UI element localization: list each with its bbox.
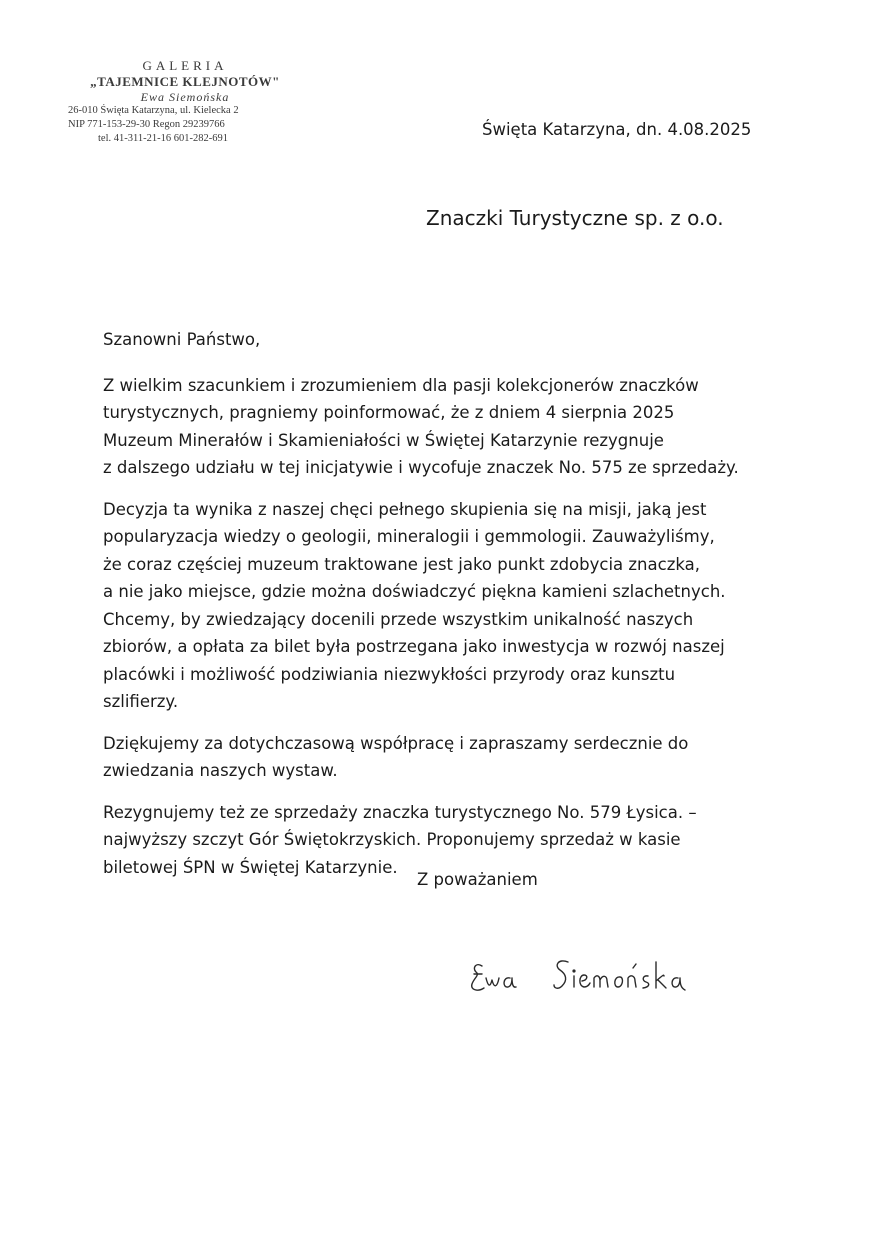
paragraph-line: zwiedzania naszych wystaw. bbox=[103, 761, 338, 780]
paragraph-2 bbox=[103, 496, 783, 716]
paragraph-line: turystycznych, pragniemy poinformować, że z dniem 4 sierpnia 2025 bbox=[103, 403, 675, 422]
paragraph-line: że coraz częściej muzeum traktowane jest jako punkt zdobycia znaczka, bbox=[103, 554, 700, 574]
stamp-phones: tel. 41-311-21-16 601-282-691 bbox=[98, 133, 228, 144]
paragraph-line: Chcemy, by zwiedzający docenili przede wszystkim unikalność naszych bbox=[103, 609, 694, 629]
letter-body bbox=[103, 326, 783, 895]
paragraph-line: a nie jako miejsce, gdzie można doświadczyć piękna kamieni szlachetnych. bbox=[103, 582, 726, 601]
paragraph-3 bbox=[103, 730, 783, 785]
paragraph-line: z dalszego udziału w tej inicjatywie i wycofuje znaczek No. 575 ze sprzedaży. bbox=[103, 458, 739, 477]
paragraph-4 bbox=[103, 799, 783, 882]
paragraph-line: popularyzacja wiedzy o geologii, mineralogii i gemmologii. Zauważyliśmy, bbox=[103, 527, 715, 546]
paragraph-line: szlifierzy. bbox=[103, 692, 179, 711]
company-stamp bbox=[60, 58, 310, 146]
paragraph-line: zbiorów, a opłata za bilet była postrzegana jako inwestycja w rozwój naszej bbox=[103, 637, 725, 656]
stamp-address: 26-010 Święta Katarzyna, ul. Kielecka 2 bbox=[68, 105, 239, 116]
stamp-gallery-label: GALERIA bbox=[142, 58, 228, 73]
paragraph-line: najwyższy szczyt Gór Świętokrzyskich. Proponujemy sprzedaż w kasie bbox=[103, 830, 681, 849]
closing: Z poważaniem bbox=[417, 870, 538, 889]
place-date: Święta Katarzyna, dn. 4.08.2025 bbox=[482, 120, 752, 139]
paragraph-line: Dziękujemy za dotychczasową współpracę i zapraszamy serdecznie do bbox=[103, 733, 689, 753]
paragraph-line: placówki i możliwość podziwiania niezwykłości przyrody oraz kunsztu bbox=[103, 664, 676, 684]
paragraph-line: Rezygnujemy też ze sprzedaży znaczka turystycznego No. 579 Łysica. – bbox=[103, 802, 697, 822]
paragraph-line: Muzeum Minerałów i Skamieniałości w Świętej Katarzynie rezygnuje bbox=[103, 430, 664, 450]
salutation: Szanowni Państwo, bbox=[103, 330, 261, 349]
paragraph-1 bbox=[103, 372, 783, 482]
paragraph-line: Decyzja ta wynika z naszej chęci pełnego skupienia się na misji, jaką jest bbox=[103, 499, 707, 519]
stamp-owner-name: Ewa Siemońska bbox=[140, 90, 230, 104]
stamp-gallery-name: „TAJEMNICE KLEJNOTÓW" bbox=[90, 74, 280, 89]
paragraph-line: Z wielkim szacunkiem i zrozumieniem dla pasji kolekcjonerów znaczków bbox=[103, 375, 699, 395]
handwritten-signature bbox=[470, 948, 730, 1008]
paragraph-line: biletowej ŚPN w Świętej Katarzynie. bbox=[103, 857, 398, 877]
recipient: Znaczki Turystyczne sp. z o.o. bbox=[426, 206, 724, 230]
stamp-nip-regon: NIP 771-153-29-30 Regon 29239766 bbox=[68, 119, 225, 130]
